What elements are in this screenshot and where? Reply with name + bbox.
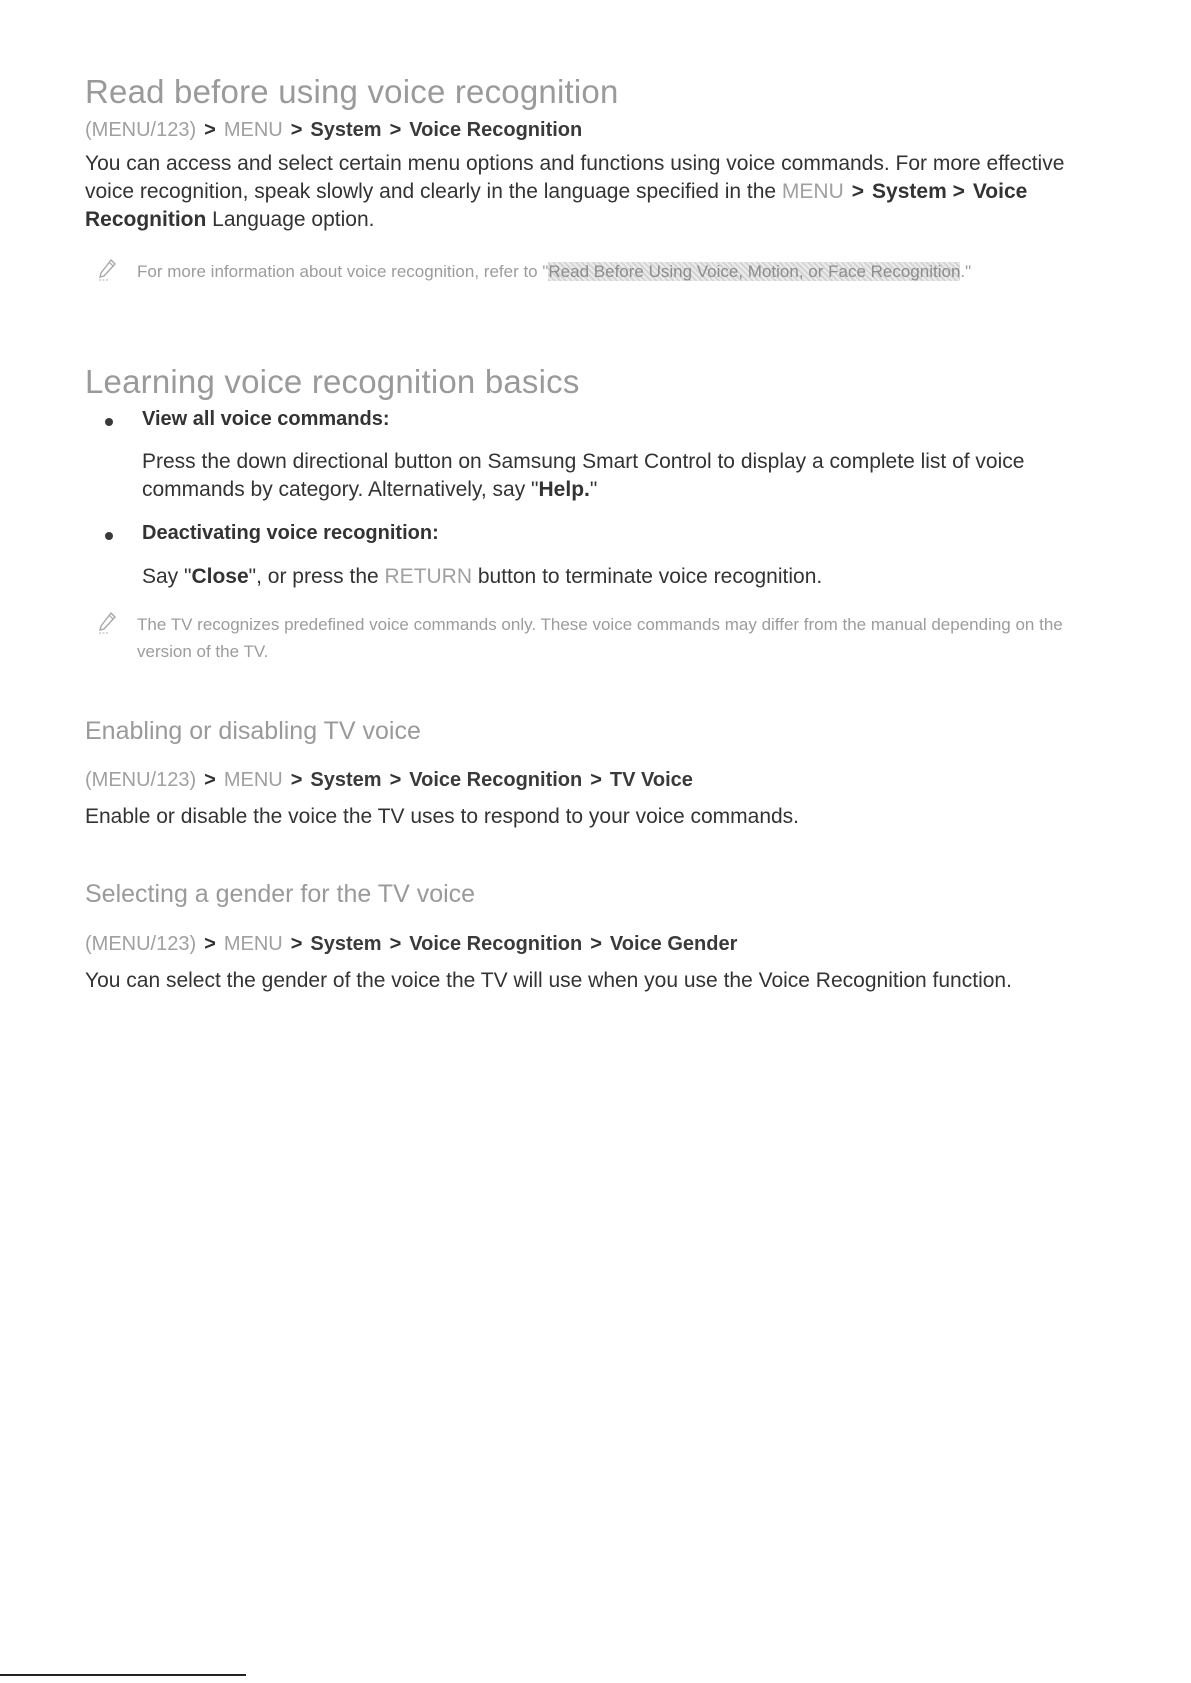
chevron-right-icon: > [590,933,602,955]
note-text [137,258,1102,285]
section1-paragraph [85,150,1115,234]
section3-paragraph: Enable or disable the voice the TV uses to respond to your voice commands. [85,805,800,828]
path-voice-recognition: Voice Recognition [409,933,583,955]
path-menu: MENU [223,933,283,955]
section-title-read-before: Read before using voice recognition [85,73,619,110]
note-prefix: For more information about voice recognition, refer to " [137,262,549,281]
chevron-right-icon: > [204,119,216,141]
path-system: System [310,933,382,955]
bullet-dot [105,532,113,540]
path-menu-123: (MENU/123) [85,933,197,955]
menu-path-voice-gender [85,933,737,956]
chevron-right-icon: > [590,769,602,791]
bullet-text-end: button to terminate voice recognition. [472,565,823,588]
inline-close: Close [191,565,249,588]
note-text: The TV recognizes predefined voice commands only. These voice commands may differ from the manual depending on the version of the TV. [137,615,1063,661]
section4-paragraph: You can select the gender of the voice the TV will use when you use the Voice Recognition function. [85,969,1012,992]
pencil-icon [97,258,117,282]
bullet-text: Say " [142,565,192,588]
inline-voice-recognition: Voice Recognition [85,180,1028,231]
chevron-right-icon: > [389,119,402,141]
paragraph-text-end: Language option. [206,208,375,231]
path-menu-123: (MENU/123) [85,119,197,141]
chevron-right-icon: > [290,769,303,791]
chevron-right-icon: > [204,933,216,955]
path-menu-123: (MENU/123) [85,769,197,791]
path-menu: MENU [223,769,283,791]
inline-menu: MENU [781,180,844,203]
menu-path-tv-voice [85,769,693,792]
pencil-icon [97,611,117,635]
chevron-right-icon: > [204,769,216,791]
section-title-learning-basics: Learning voice recognition basics [85,363,580,400]
path-system: System [310,769,382,791]
chevron-right-icon: > [290,933,303,955]
inline-return: RETURN [384,565,473,588]
bullet-text: Press the down directional button on Samsung Smart Control to display a complete list of voice commands by category. Alternatively, say " [142,450,1025,501]
menu-path-voice-recognition [85,119,582,142]
footer-rule [0,1674,246,1676]
chevron-right-icon: > [952,180,965,203]
bullet-text-end: " [589,478,598,501]
path-voice-gender: Voice Gender [609,933,738,955]
path-tv-voice: TV Voice [609,769,693,791]
inline-system: System [872,180,947,203]
bullet-body-deactivating [142,563,1127,591]
section-title-tv-voice: Enabling or disabling TV voice [85,717,421,745]
paragraph-text: You can access and select certain menu options and functions using voice commands. For more effective voice recognition, speak slowly and clearly in the language specified in the [85,152,1065,203]
bullet-dot [105,418,113,426]
path-voice-recognition: Voice Recognition [409,769,583,791]
inline-help: Help. [538,478,590,501]
chevron-right-icon: > [290,119,303,141]
bullet-text-mid: ", or press the [248,565,385,588]
note-suffix: ." [960,262,972,281]
bullet-body-view-commands [142,448,1127,504]
chevron-right-icon: > [389,769,402,791]
bullet-title-deactivating: Deactivating voice recognition: [142,522,439,544]
bullet-title-view-commands: View all voice commands: [142,408,390,430]
note-link-read-before[interactable]: Read Before Using Voice, Motion, or Face Recognition [548,262,961,281]
path-system: System [310,119,382,141]
chevron-right-icon: > [851,180,865,203]
path-menu: MENU [223,119,283,141]
path-voice-recognition: Voice Recognition [409,119,583,141]
section-title-voice-gender: Selecting a gender for the TV voice [85,880,476,908]
chevron-right-icon: > [389,933,402,955]
